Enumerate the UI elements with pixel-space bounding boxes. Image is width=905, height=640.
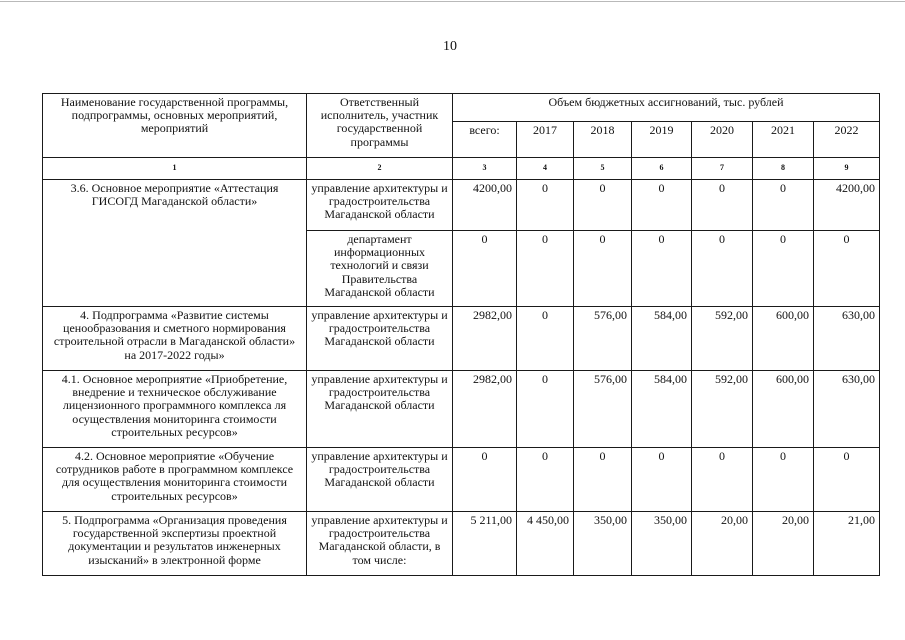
column-number: 2 [307, 158, 453, 180]
row-total: 5 211,00 [453, 512, 517, 576]
table-row [43, 512, 880, 576]
row-value: 0 [692, 448, 753, 512]
row-name: 3.6. Основное мероприятие «Аттестация ГИСОГД Магаданской области» [43, 180, 307, 307]
row-total: 4200,00 [453, 180, 517, 231]
row-value: 350,00 [632, 512, 692, 576]
row-executor: управление архитектуры и градостроительства Магаданской области [307, 180, 453, 231]
table-row [43, 448, 880, 512]
column-number: 9 [814, 158, 880, 180]
table-row [43, 371, 880, 448]
row-value: 0 [574, 231, 632, 307]
row-value: 350,00 [574, 512, 632, 576]
row-value: 0 [753, 448, 814, 512]
row-value: 630,00 [814, 371, 880, 448]
page-number: 10 [443, 39, 457, 54]
column-number: 3 [453, 158, 517, 180]
row-value: 592,00 [692, 307, 753, 371]
header-executor-col: Ответственный исполнитель, участник государственной программы [307, 94, 453, 158]
row-value: 0 [517, 180, 574, 231]
table-row [43, 180, 880, 231]
row-value: 0 [692, 231, 753, 307]
row-name: 4. Подпрограмма «Развитие системы ценообразования и сметного нормирования строительной отрасли в Магаданской области» на 2017-2022 годы» [43, 307, 307, 371]
header-year: 2020 [692, 122, 753, 158]
row-value: 600,00 [753, 307, 814, 371]
column-number: 8 [753, 158, 814, 180]
row-value: 4 450,00 [517, 512, 574, 576]
row-value: 20,00 [753, 512, 814, 576]
row-value: 600,00 [753, 371, 814, 448]
header-row-1 [43, 94, 880, 122]
row-value: 592,00 [692, 371, 753, 448]
budget-table [42, 93, 880, 576]
row-value: 0 [574, 180, 632, 231]
row-value: 20,00 [692, 512, 753, 576]
row-total: 0 [453, 448, 517, 512]
row-total: 0 [453, 231, 517, 307]
header-budget-col: Объем бюджетных ассигнований, тыс. рублей [453, 94, 880, 122]
row-value: 0 [517, 231, 574, 307]
row-executor: управление архитектуры и градостроительства Магаданской области [307, 371, 453, 448]
row-value: 4200,00 [814, 180, 880, 231]
header-year: 2018 [574, 122, 632, 158]
row-executor: управление архитектуры и градостроительства Магаданской области [307, 448, 453, 512]
row-value: 576,00 [574, 371, 632, 448]
header-total: всего: [453, 122, 517, 158]
row-executor: управление архитектуры и градостроительства Магаданской области [307, 307, 453, 371]
column-number: 1 [43, 158, 307, 180]
row-value: 0 [632, 448, 692, 512]
row-value: 0 [517, 448, 574, 512]
row-value: 0 [753, 231, 814, 307]
row-value: 576,00 [574, 307, 632, 371]
row-value: 0 [814, 231, 880, 307]
row-value: 0 [517, 307, 574, 371]
row-name: 4.1. Основное мероприятие «Приобретение, внедрение и техническое обслуживание лицензионного программного комплекса ля осуществления мониторинга стоимости строительных ресурсов» [43, 371, 307, 448]
row-value: 0 [753, 180, 814, 231]
row-value: 0 [632, 231, 692, 307]
row-name: 5. Подпрограмма «Организация проведения государственной экспертизы проектной документации и результатов инженерных изысканий» в электронной форме [43, 512, 307, 576]
column-number: 7 [692, 158, 753, 180]
row-value: 584,00 [632, 307, 692, 371]
row-value: 584,00 [632, 371, 692, 448]
column-number: 6 [632, 158, 692, 180]
row-value: 0 [574, 448, 632, 512]
row-value: 0 [632, 180, 692, 231]
row-total: 2982,00 [453, 371, 517, 448]
header-year: 2017 [517, 122, 574, 158]
column-number: 5 [574, 158, 632, 180]
row-executor: управление архитектуры и градостроительства Магаданской области, в том числе: [307, 512, 453, 576]
row-name: 4.2. Основное мероприятие «Обучение сотрудников работе в программном комплексе для осуществления мониторинга стоимости строительных ресурсов» [43, 448, 307, 512]
top-scan-rule [0, 1, 905, 2]
header-year: 2019 [632, 122, 692, 158]
row-value: 630,00 [814, 307, 880, 371]
header-year: 2022 [814, 122, 880, 158]
header-year: 2021 [753, 122, 814, 158]
header-name-col: Наименование государственной программы, подпрограммы, основных мероприятий, мероприятий [43, 94, 307, 158]
row-value: 0 [692, 180, 753, 231]
row-total: 2982,00 [453, 307, 517, 371]
table-row [43, 307, 880, 371]
column-number-row [43, 158, 880, 180]
row-value: 0 [814, 448, 880, 512]
column-number: 4 [517, 158, 574, 180]
row-value: 21,00 [814, 512, 880, 576]
row-executor: департамент информационных технологий и связи Правительства Магаданской области [307, 231, 453, 307]
row-value: 0 [517, 371, 574, 448]
